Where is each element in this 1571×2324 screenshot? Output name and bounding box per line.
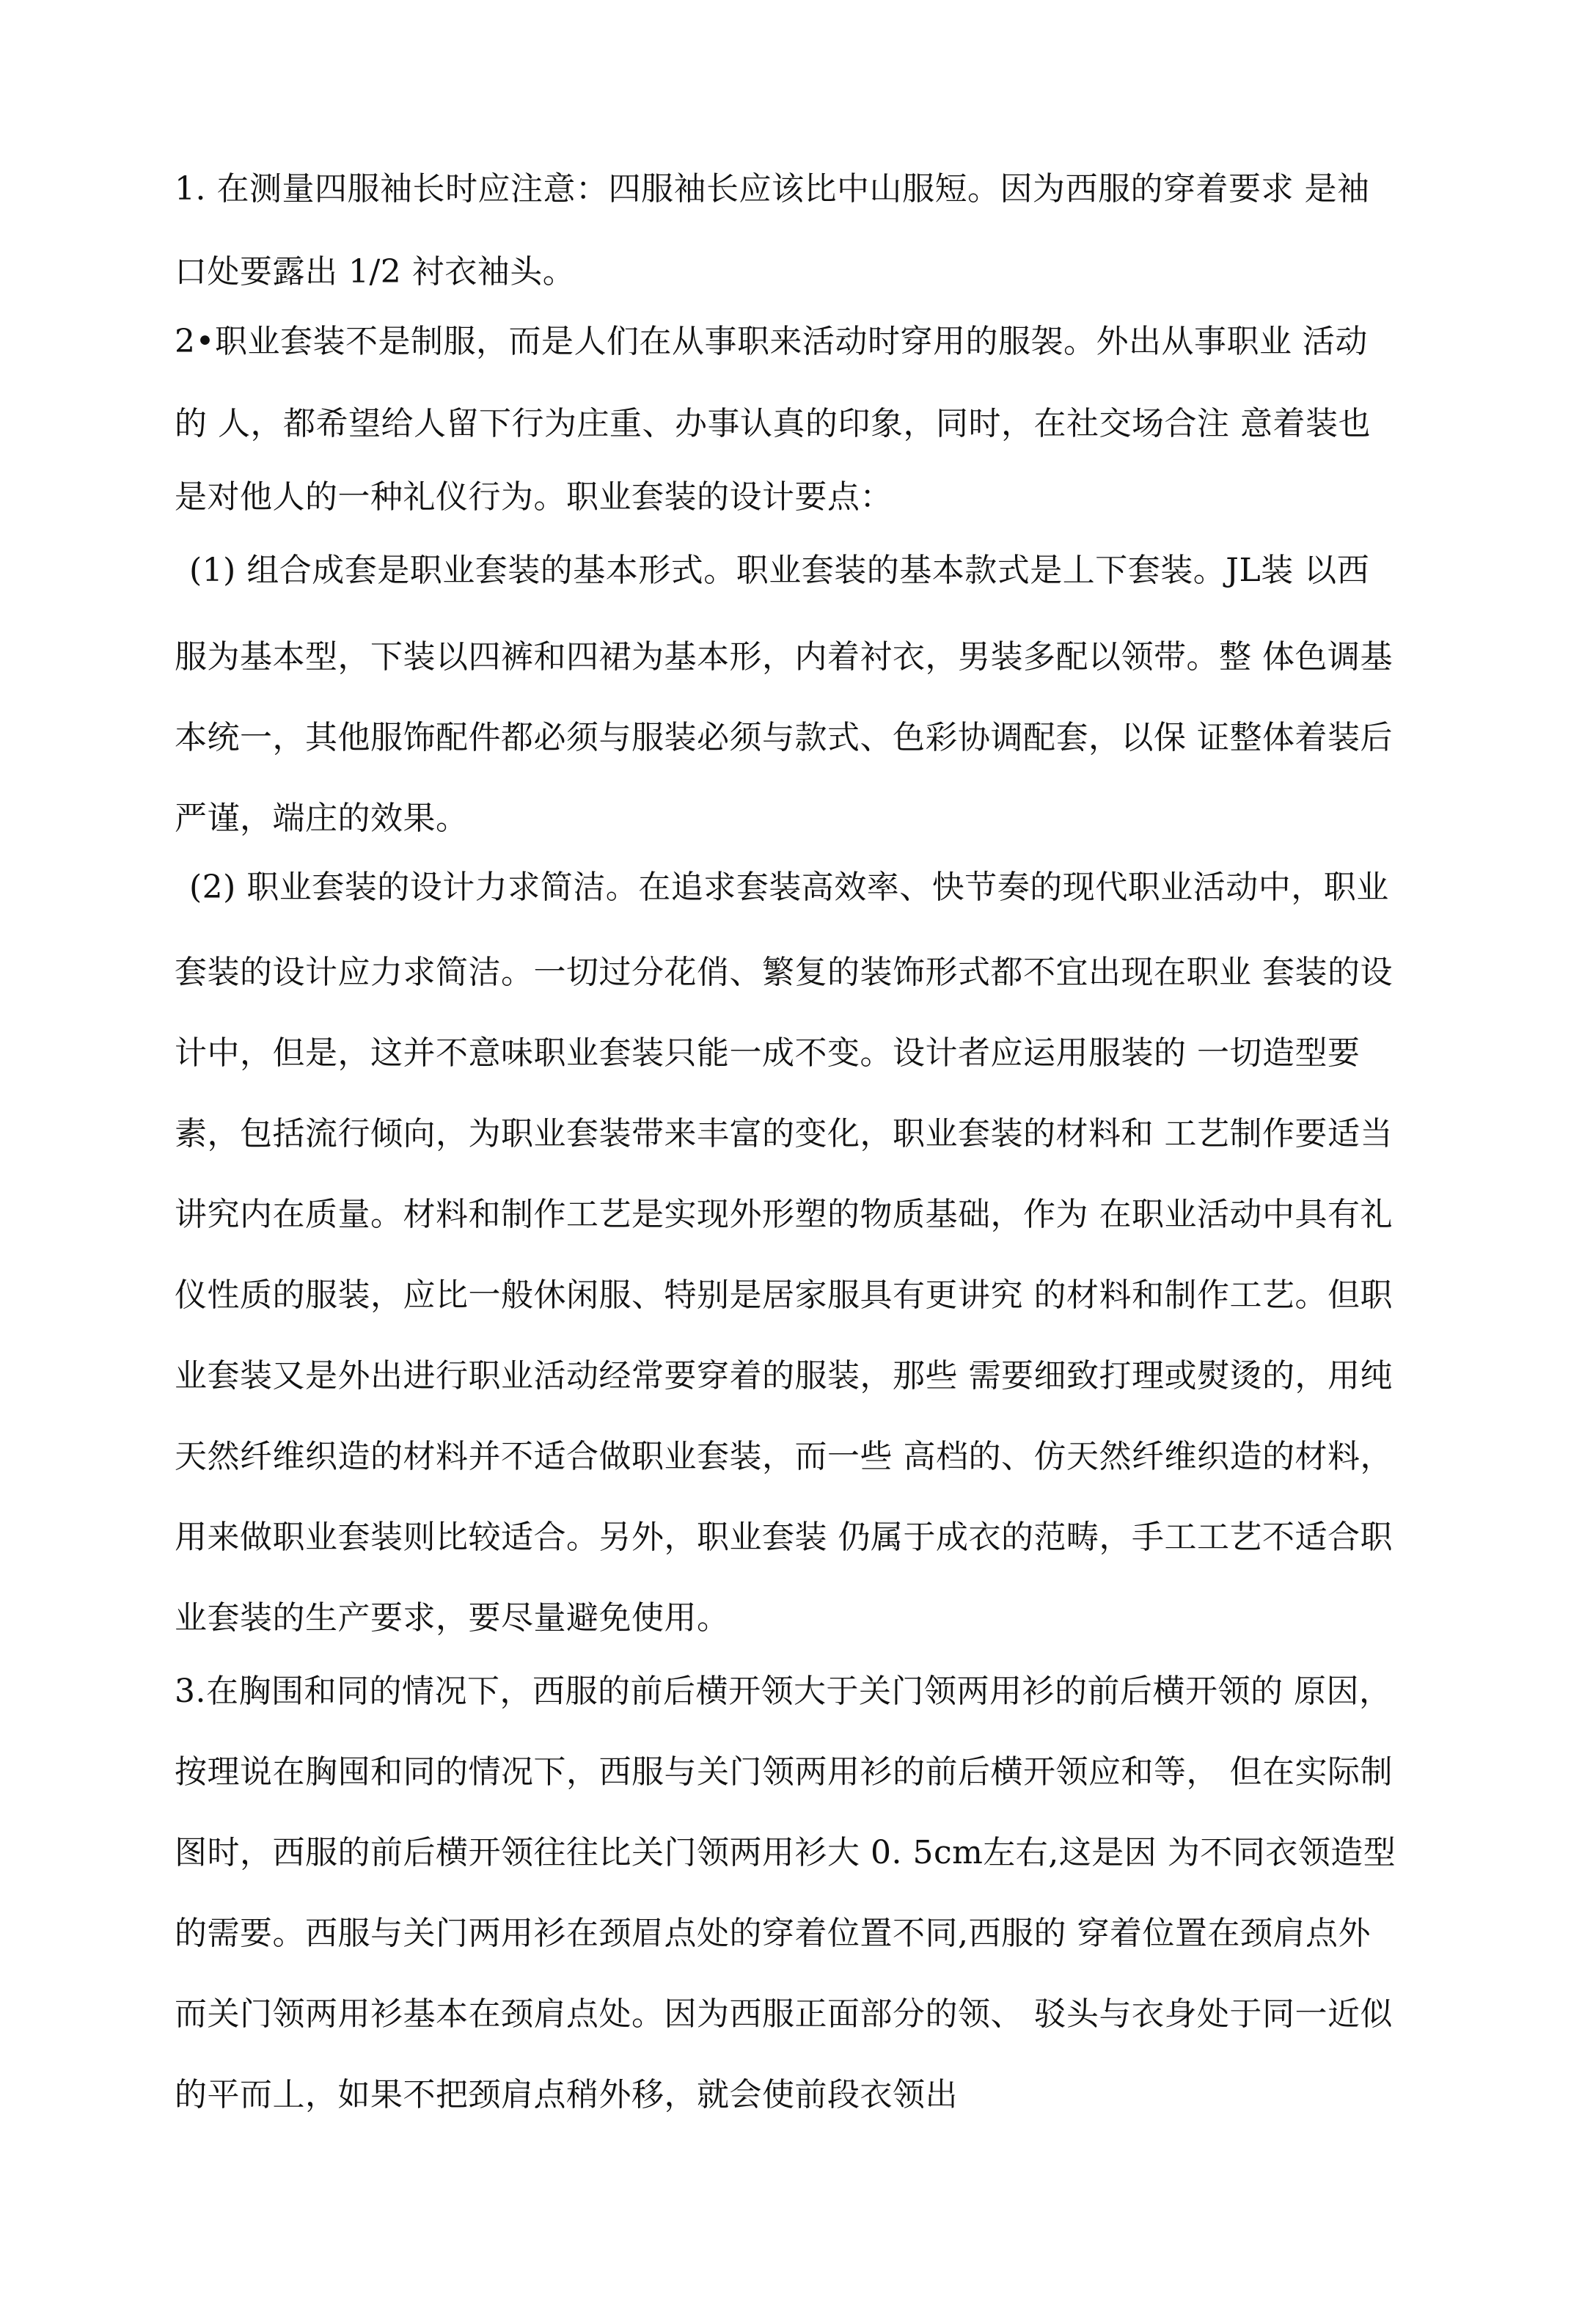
text-line: 3.在胸围和同的情况下，西服的前后横开领大于关门领两用衫的前后横开领的 原因， [175,1673,1392,1710]
text-line: 讲究内在质量。材料和制作工艺是实现外形塑的物质基础，作为 在职业活动中具有礼 [175,1196,1393,1233]
text-line: 业套装又是外出进行职业活动经常要穿着的服装，那些 需要细致打理或熨烫的，用纯 [175,1357,1393,1395]
text-line: 2•职业套装不是制服，而是人们在从事职来活动时穿用的服袈。外出从事职业 活动 [175,323,1368,360]
text-line: (2) 职业套装的设计力求简洁。在追求套装高效率、快节奏的现代职业活动中，职业 [189,869,1389,906]
text-line: 业套装的生产要求，要尽量避免使用。 [175,1599,730,1637]
text-line: 套装的设计应力求简洁。一切过分花俏、繁复的装饰形式都不宜出现在职业 套装的设 [175,954,1393,991]
text-line: 按理说在胸囤和同的情况下，西服与关门领两用衫的前后横开领应和等， 但在实际制 [175,1753,1393,1791]
text-line: 是对他人的一种礼仪行为。职业套装的设计要点： [175,478,893,516]
text-line: 天然纤维织造的材料并不适合做职业套装，而一些 高档的、仿天然纤维织造的材料， [175,1438,1393,1475]
text-line: 1. 在测量四服袖长时应注意：四服袖长应该比中山服短。因为西服的穿着要求 是袖 [175,170,1370,208]
text-line: 素，包括流行倾向，为职业套装带来丰富的变化，职业套装的材料和 工艺制作要适当 [175,1115,1393,1152]
text-line: 的平而丄，如果不把颈肩点稍外移，就会使前段衣领出 [175,2076,958,2113]
text-line: 服为基本型，下装以四裤和四裙为基本形，内着衬衣，男装多配以领带。整 体色调基 [175,638,1393,676]
text-line: 的需要。西服与关门两用衫在颈眉点处的穿着位置不同,西服的 穿着位置在颈肩点外 [175,1915,1371,1952]
text-line: 图时，西服的前后横开领往往比关门领两用衫大 0. 5cm左右,这是因 为不同衣领造型 [175,1834,1396,1871]
text-line: 口处要露出 1/2 衬衣袖头。 [175,253,576,290]
text-line: 本统一，其他服饰配件都必须与服装必须与款式、色彩协调配套，以保 证整体着装后 [175,719,1393,756]
text-line: 用来做职业套装则比较适合。另外，职业套装 仍属于成衣的范畴，手工工艺不适合职 [175,1519,1393,1556]
text-line: 仪性质的服装，应比一般休闲服、特别是居家服具有更讲究 的材料和制作工艺。但职 [175,1276,1393,1314]
text-line: (1) 组合成套是职业套装的基本形式。职业套装的基本款式是丄下套装。JL装 以西 [189,552,1370,589]
text-line: 的 人，都希望给人留下行为庄重、办事认真的印象，同时，在社交场合注 意着装也 [175,405,1371,442]
text-line: 严谨，端庄的效果。 [175,800,469,837]
text-line: 计中，但是，这并不意味职业套装只能一成不变。设计者应运用服装的 一切造型要 [175,1034,1361,1072]
text-line: 而关门领两用衫基本在颈肩点处。因为西服正面部分的领、 驳头与衣身处于同一近似 [175,1995,1393,2033]
